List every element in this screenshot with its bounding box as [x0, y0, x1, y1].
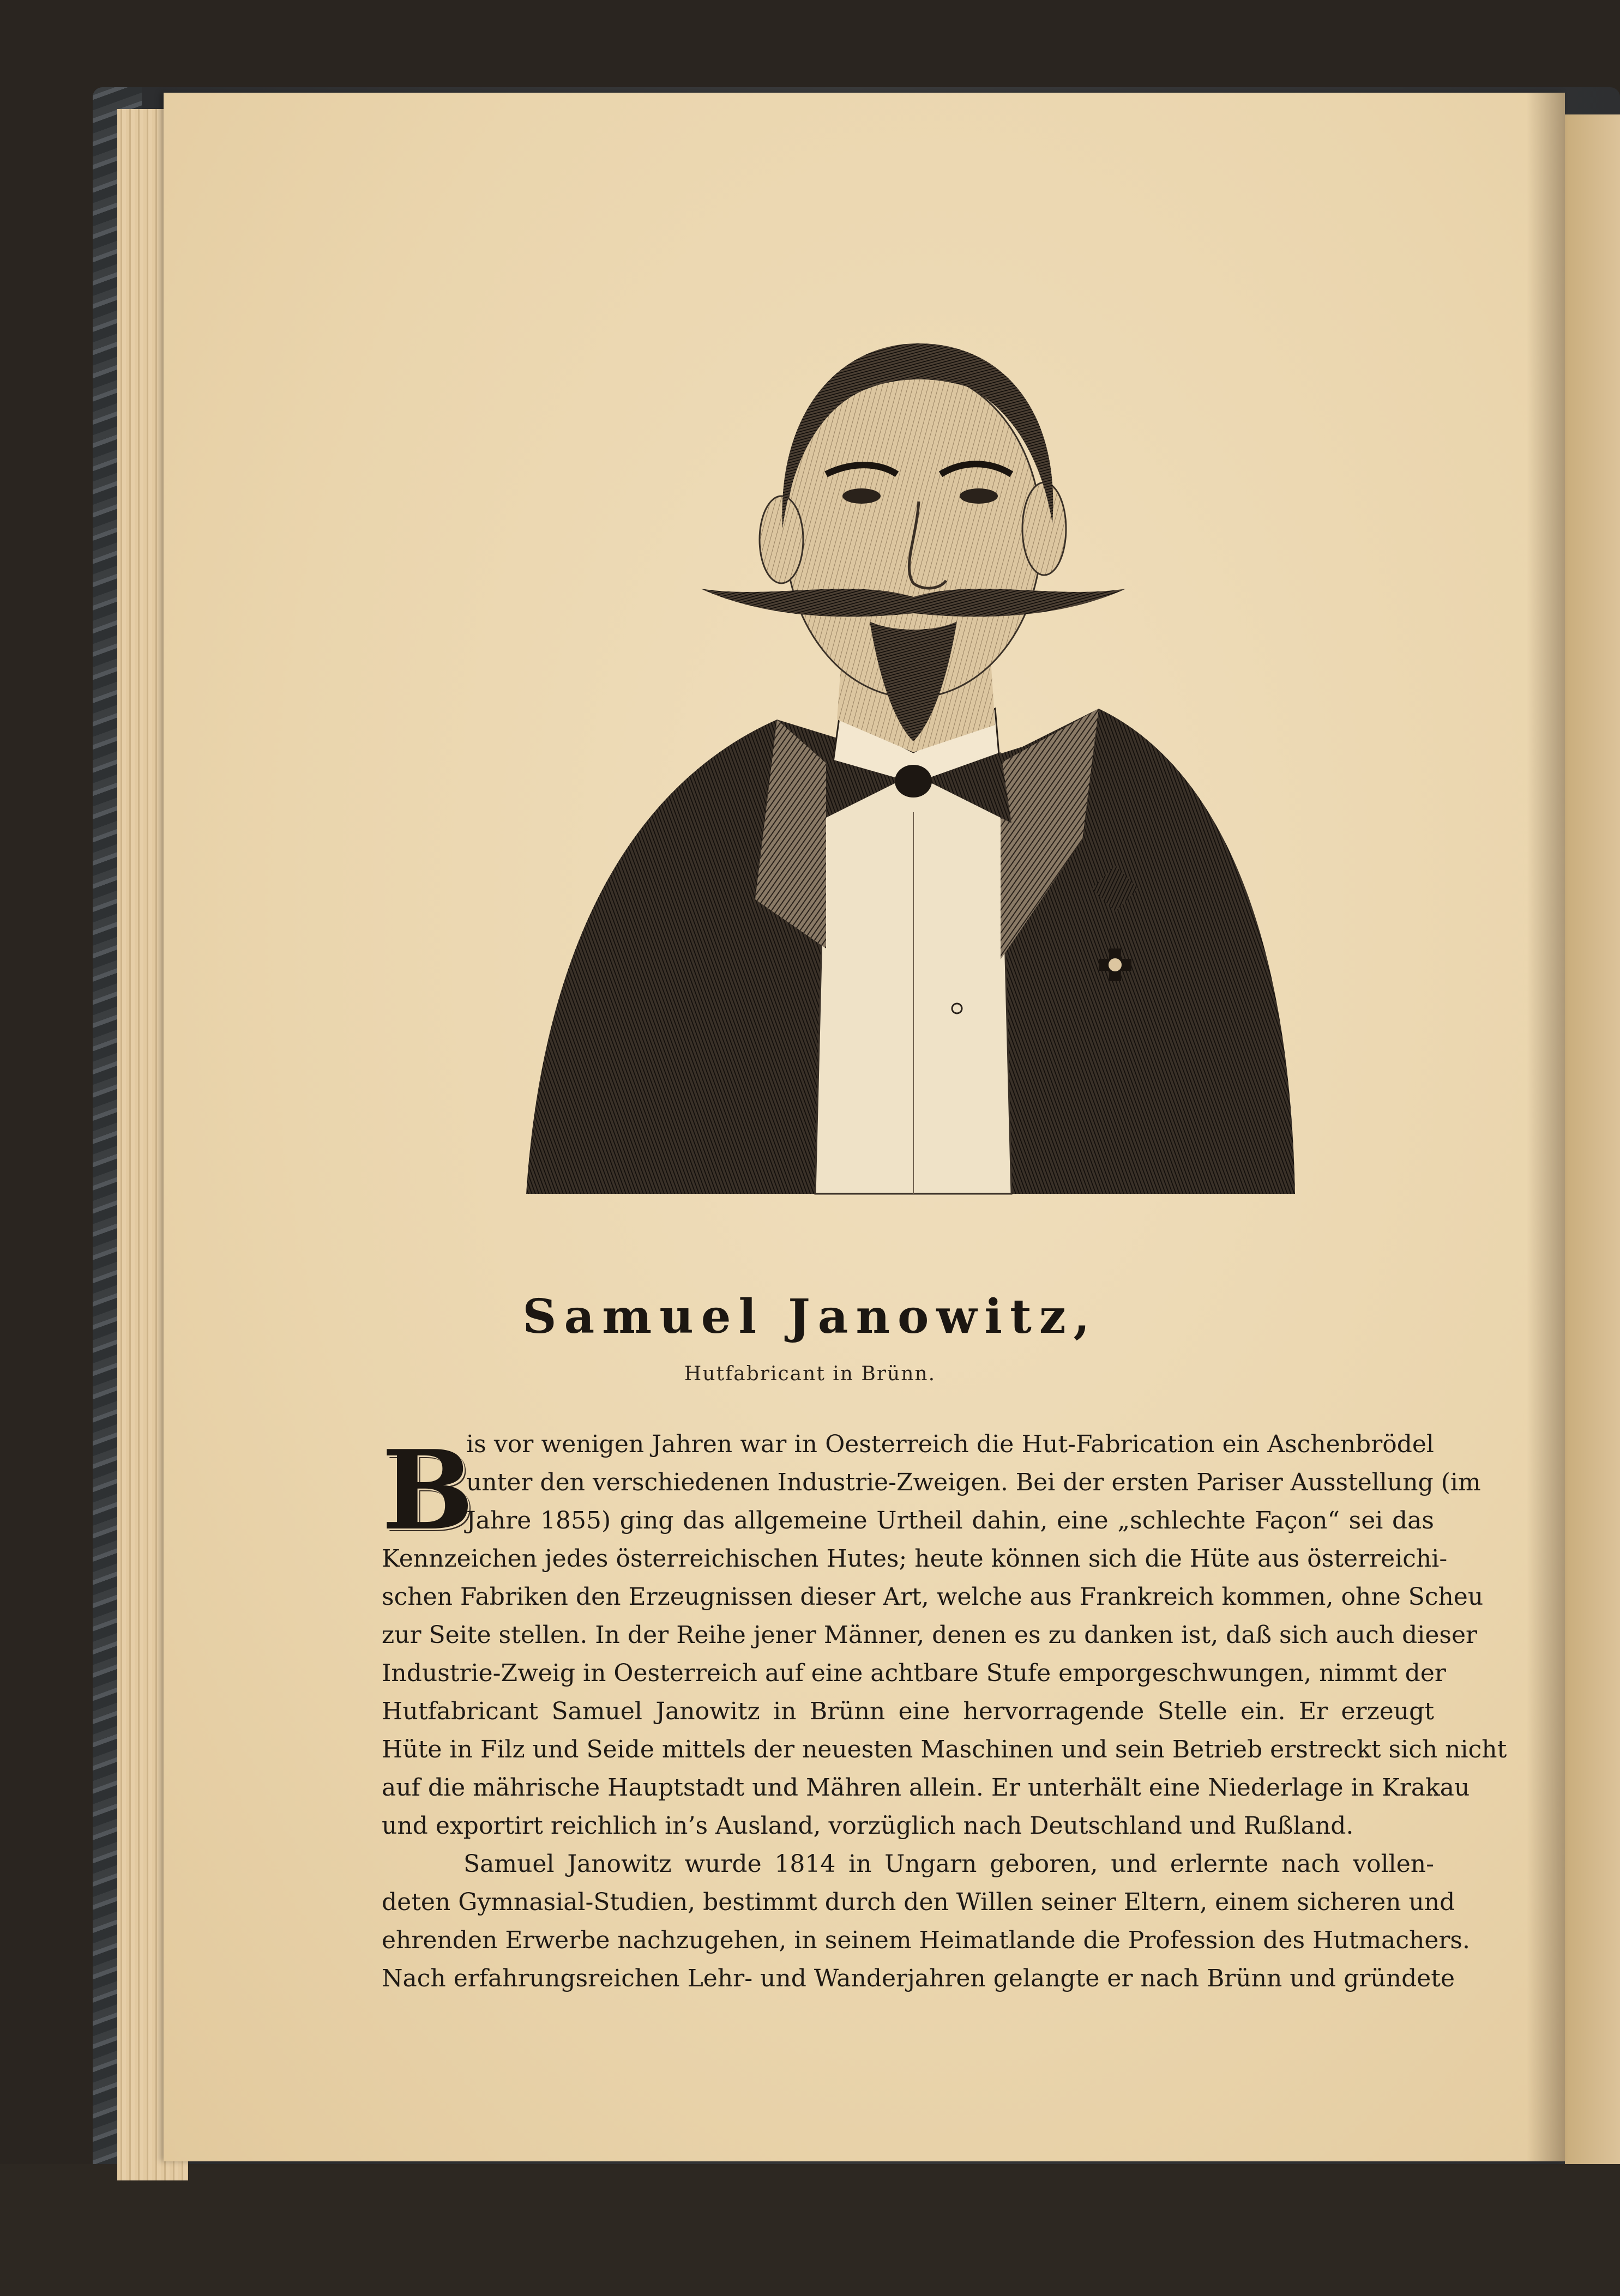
text-line: ehrenden Erwerbe nachzugehen, in seinem Heimatlande die Profession des Hutmachers.: [382, 1926, 1470, 1954]
text-line: zur Seite stellen. In der Reihe jener Männer, denen es zu danken ist, daß sich auch dieser: [382, 1621, 1478, 1649]
text-line: Jahre 1855) ging das allgemeine Urtheil dahin, eine „schlechte Façon“ sei das: [466, 1507, 1434, 1534]
text-line: deten Gymnasial-Studien, bestimmt durch den Willen seiner Eltern, einem sicheren und: [382, 1888, 1455, 1916]
text-line: und exportirt reichlich in’s Ausland, vorzüglich nach Deutschland und Rußland.: [382, 1812, 1354, 1840]
text-line: Hüte in Filz und Seide mittels der neuesten Maschinen und sein Betrieb erstreckt sich nicht: [382, 1736, 1507, 1763]
text-line: is vor wenigen Jahren war in Oesterreich die Hut-Fabrication ein Aschenbrödel: [466, 1430, 1434, 1458]
drop-cap: B: [382, 1427, 474, 1555]
page-gutter-shadow: [1527, 93, 1565, 2161]
portrait-title: Samuel Janowitz,: [522, 1289, 1098, 1344]
portrait-engraving: [521, 294, 1300, 1221]
facing-page-edge: [1565, 114, 1620, 2164]
text-line: Kennzeichen jedes österreichischen Hutes; heute können sich die Hüte aus österreichi-: [382, 1545, 1448, 1573]
text-line: Hutfabricant Samuel Janowitz in Brünn eine hervorragende Stelle ein. Er erzeugt: [382, 1697, 1434, 1725]
text-line: Nach erfahrungsreichen Lehr- und Wanderjahren gelangte er nach Brünn und gründete: [382, 1965, 1455, 1992]
text-line: Industrie-Zweig in Oesterreich auf eine achtbare Stufe emporgeschwungen, nimmt der: [382, 1659, 1446, 1687]
text-line: unter den verschiedenen Industrie-Zweigen. Bei der ersten Pariser Ausstellung (im: [466, 1469, 1481, 1496]
scanner-background: [0, 2164, 1620, 2296]
text-line: schen Fabriken den Erzeugnissen dieser Art, welche aus Frankreich kommen, ohne Scheu: [382, 1583, 1484, 1611]
portrait-subtitle: Hutfabricant in Brünn.: [684, 1363, 936, 1385]
text-line: Samuel Janowitz wurde 1814 in Ungarn geboren, und erlernte nach vollen-: [463, 1850, 1434, 1878]
text-line: auf die mährische Hauptstadt und Mähren allein. Er unterhält eine Niederlage in Krakau: [382, 1774, 1470, 1802]
